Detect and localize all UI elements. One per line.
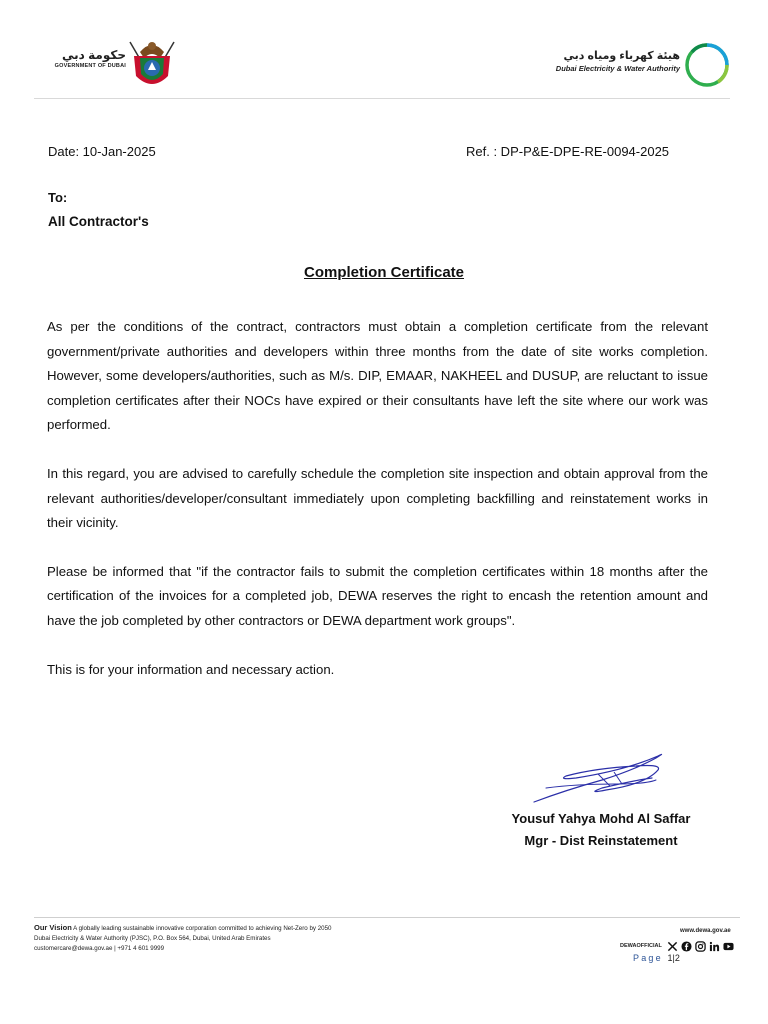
- facebook-icon[interactable]: [681, 941, 692, 952]
- signatory-title: Mgr - Dist Reinstatement: [524, 833, 678, 848]
- vision-text: A globally leading sustainable innovative corporation committed to achieving Net-Zero by 2050: [71, 925, 332, 932]
- body-paragraph-1: As per the conditions of the contract, contractors must obtain a completion certificate from the relevant government/private authorities and developers within three months from the date of site works completion. However, some developers/authorities, such as M/s. DIP, EMAAR, NAKHEEL and DUSUP, are reluctant to issue completion certificates after their NOCs have expired or their consultants have left the site where our work was performed.: [47, 319, 708, 433]
- dubai-emblem-icon: [120, 36, 184, 94]
- footer-address: Dubai Electricity & Water Authority (PJSC), P.O. Box 564, Dubai, United Arab Emirates: [34, 935, 271, 942]
- page-indicator: [633, 953, 680, 963]
- social-links: [620, 939, 734, 953]
- gov-logo-arabic: حكومة دبي: [62, 48, 126, 62]
- dewa-logo-english: Dubai Electricity & Water Authority: [555, 64, 680, 73]
- letter-title: Completion Certificate: [303, 264, 465, 281]
- body-paragraph-4: This is for your information and necessary action.: [47, 661, 335, 677]
- gov-logo-english: GOVERNMENT OF DUBAI: [54, 63, 126, 69]
- page-label: Page: [633, 953, 663, 963]
- page-number: 1|2: [667, 953, 680, 963]
- body-paragraph-2: In this regard, you are advised to carefully schedule the completion site inspection and obtain approval from the relevant authorities/developer/consultant immediately upon completing backfilling and reinstatement works in their vicinity.: [47, 465, 708, 531]
- letter-reference: Ref. : DP-P&E-DPE-RE-0094-2025: [466, 144, 670, 159]
- letter-body: [47, 315, 708, 706]
- letterhead: [0, 0, 768, 100]
- body-paragraph-3: Please be informed that "if the contractor fails to submit the completion certificates within 18 months after the certification of the invoices for a completed job, DEWA reserves the right to encash the retention amount and have the job completed by other contractors or DEWA department work groups".: [47, 563, 708, 628]
- signatory-name: Yousuf Yahya Mohd Al Saffar: [511, 811, 691, 826]
- youtube-icon[interactable]: [723, 941, 734, 952]
- government-of-dubai-logo: [34, 36, 184, 94]
- footer-contact: customercare@dewa.gov.ae | +971 4 601 9999: [34, 945, 165, 952]
- x-icon[interactable]: [667, 941, 678, 952]
- footer-vision: [34, 923, 331, 934]
- gov-logo-text: [34, 48, 126, 70]
- letter-date: Date: 10-Jan-2025: [48, 144, 156, 159]
- linkedin-icon[interactable]: [709, 941, 720, 952]
- dewa-logo-text: [528, 50, 680, 74]
- footer-info: [34, 923, 331, 954]
- header-divider: [34, 98, 730, 99]
- recipient-label: To:: [48, 190, 68, 205]
- vision-label: Our Vision: [34, 923, 72, 932]
- social-handle: DEWAOFFICIAL: [620, 943, 662, 949]
- instagram-icon[interactable]: [695, 941, 706, 952]
- dewa-logo-arabic: هيئة كهرباء ومياه دبي: [563, 50, 680, 62]
- footer-website-link[interactable]: www.dewa.gov.ae: [680, 928, 731, 934]
- dewa-ring-icon: [682, 40, 732, 90]
- signature-image: [506, 750, 702, 808]
- recipient-value: All Contractor's: [48, 214, 149, 229]
- dewa-logo: [528, 40, 734, 92]
- footer-divider: [34, 917, 740, 918]
